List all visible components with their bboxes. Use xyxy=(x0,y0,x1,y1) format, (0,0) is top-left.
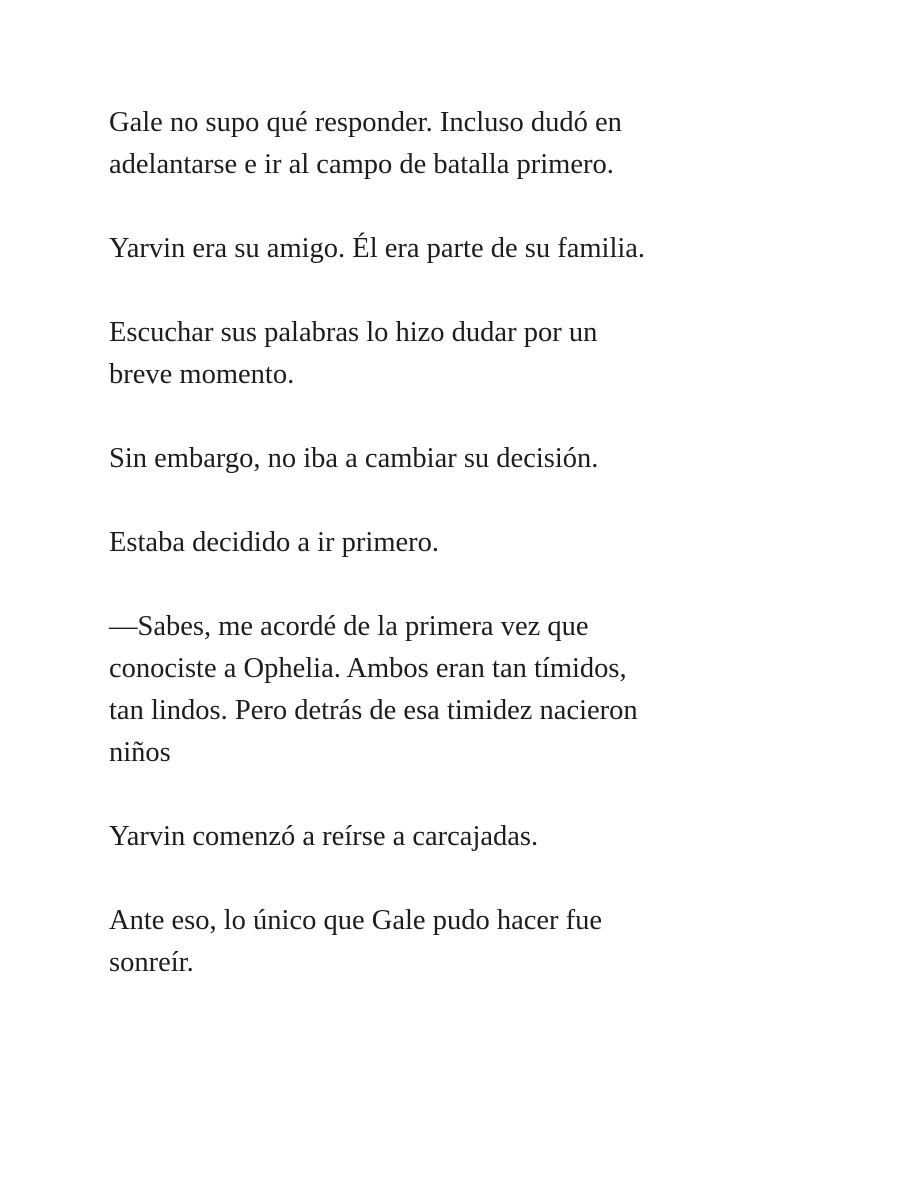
paragraph-7: Yarvin comenzó a reírse a carcajadas. xyxy=(109,821,539,852)
paragraph-3: Escuchar sus palabras lo hizo dudar por un breve momento. xyxy=(109,317,598,390)
paragraph-5: Estaba decidido a ir primero. xyxy=(109,527,440,558)
paragraph-2: Yarvin era su amigo. Él era parte de su familia. xyxy=(109,233,646,264)
paragraph-4: Sin embargo, no iba a cambiar su decisión. xyxy=(109,443,599,474)
paragraph-6: —Sabes, me acordé de la primera vez que conociste a Ophelia. Ambos eran tan tímidos, tan lindos. Pero detrás de esa timidez nacieron niños xyxy=(109,611,638,768)
paragraph-8: Ante eso, lo único que Gale pudo hacer fue sonreír. xyxy=(109,905,603,978)
paragraph-1: Gale no supo qué responder. Incluso dudó en adelantarse e ir al campo de batalla primero. xyxy=(109,107,622,180)
reading-page xyxy=(109,102,809,1026)
